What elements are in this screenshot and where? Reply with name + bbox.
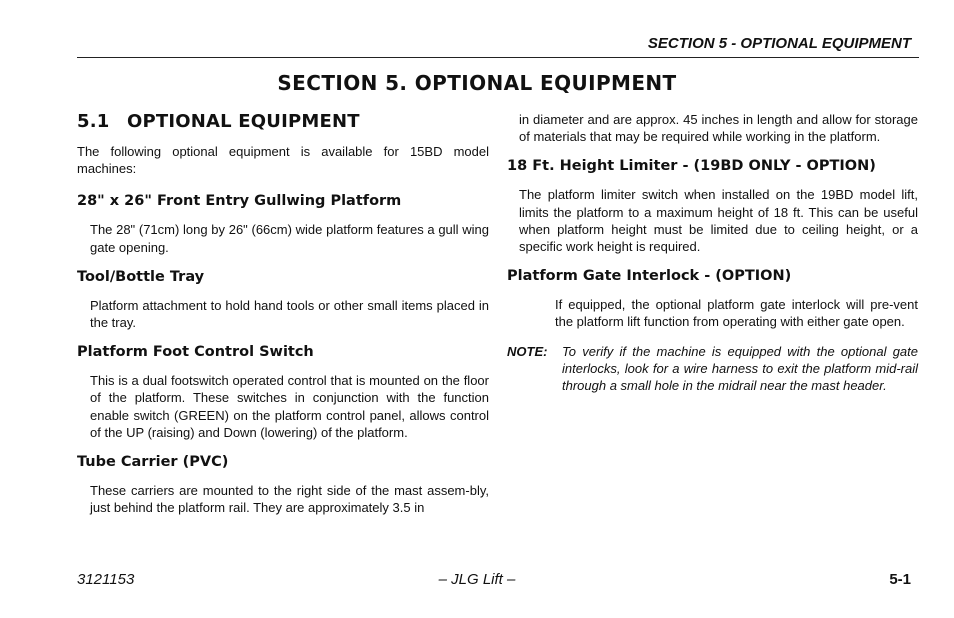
intro-paragraph: The following optional equipment is available for 15BD model machines: bbox=[77, 144, 489, 177]
left-column bbox=[77, 111, 489, 516]
note-label: NOTE: bbox=[507, 343, 548, 359]
running-header: SECTION 5 - OPTIONAL EQUIPMENT bbox=[647, 35, 911, 52]
right-column bbox=[507, 111, 918, 394]
header-divider bbox=[77, 57, 919, 58]
footer-brand: – JLG Lift – bbox=[438, 571, 516, 588]
item-heading-foot-control: Platform Foot Control Switch bbox=[77, 344, 314, 361]
item-heading-gullwing-platform: 28" x 26" Front Entry Gullwing Platform bbox=[77, 193, 402, 210]
page-number: 5-1 bbox=[889, 571, 911, 588]
subsection-title: OPTIONAL EQUIPMENT bbox=[127, 111, 360, 132]
document-number: 3121153 bbox=[77, 571, 135, 588]
item-heading-gate-interlock: Platform Gate Interlock - (OPTION) bbox=[507, 268, 792, 285]
item-text-height-limiter: The platform limiter switch when installed on the 19BD model lift, limits the platform to a maximum height of 18 ft. This can be useful when platform height must be limited due to ceiling height, or a specific work height is required. bbox=[519, 187, 918, 255]
note-block bbox=[507, 343, 918, 395]
item-text-tube-carrier: These carriers are mounted to the right side of the mast assem-bly, just behind the platform rail. They are approximately 3.5 in bbox=[90, 483, 489, 516]
item-text-tube-carrier-continued: in diameter and are approx. 45 inches in length and allow for storage of materials that may be required while working in the platform. bbox=[519, 112, 918, 145]
page-title: SECTION 5. OPTIONAL EQUIPMENT bbox=[277, 71, 677, 95]
item-heading-height-limiter: 18 Ft. Height Limiter - (19BD ONLY - OPTION) bbox=[507, 158, 876, 175]
item-text-gullwing-platform: The 28" (71cm) long by 26" (66cm) wide platform features a gull wing gate opening. bbox=[90, 222, 489, 255]
item-heading-tool-tray: Tool/Bottle Tray bbox=[77, 268, 205, 285]
subsection-heading bbox=[77, 111, 489, 132]
item-text-foot-control: This is a dual footswitch operated control that is mounted on the floor of the platform. These switches in conjunction with the function enable switch (GREEN) on the platform control panel, allows control of the UP (raising) and Down (lowering) of the platform. bbox=[90, 373, 489, 440]
item-text-tool-tray: Platform attachment to hold hand tools or other small items placed in the tray. bbox=[90, 297, 489, 331]
item-text-gate-interlock: If equipped, the optional platform gate interlock will pre-vent the platform lift function from operating with either gate open. bbox=[555, 297, 918, 330]
subsection-number: 5.1 bbox=[77, 111, 110, 132]
note-text: To verify if the machine is equipped with the optional gate interlocks, look for a wire harness to exit the platform mid-rail through a small hole in the midrail near the mast header. bbox=[562, 343, 918, 394]
item-heading-tube-carrier: Tube Carrier (PVC) bbox=[77, 454, 229, 471]
